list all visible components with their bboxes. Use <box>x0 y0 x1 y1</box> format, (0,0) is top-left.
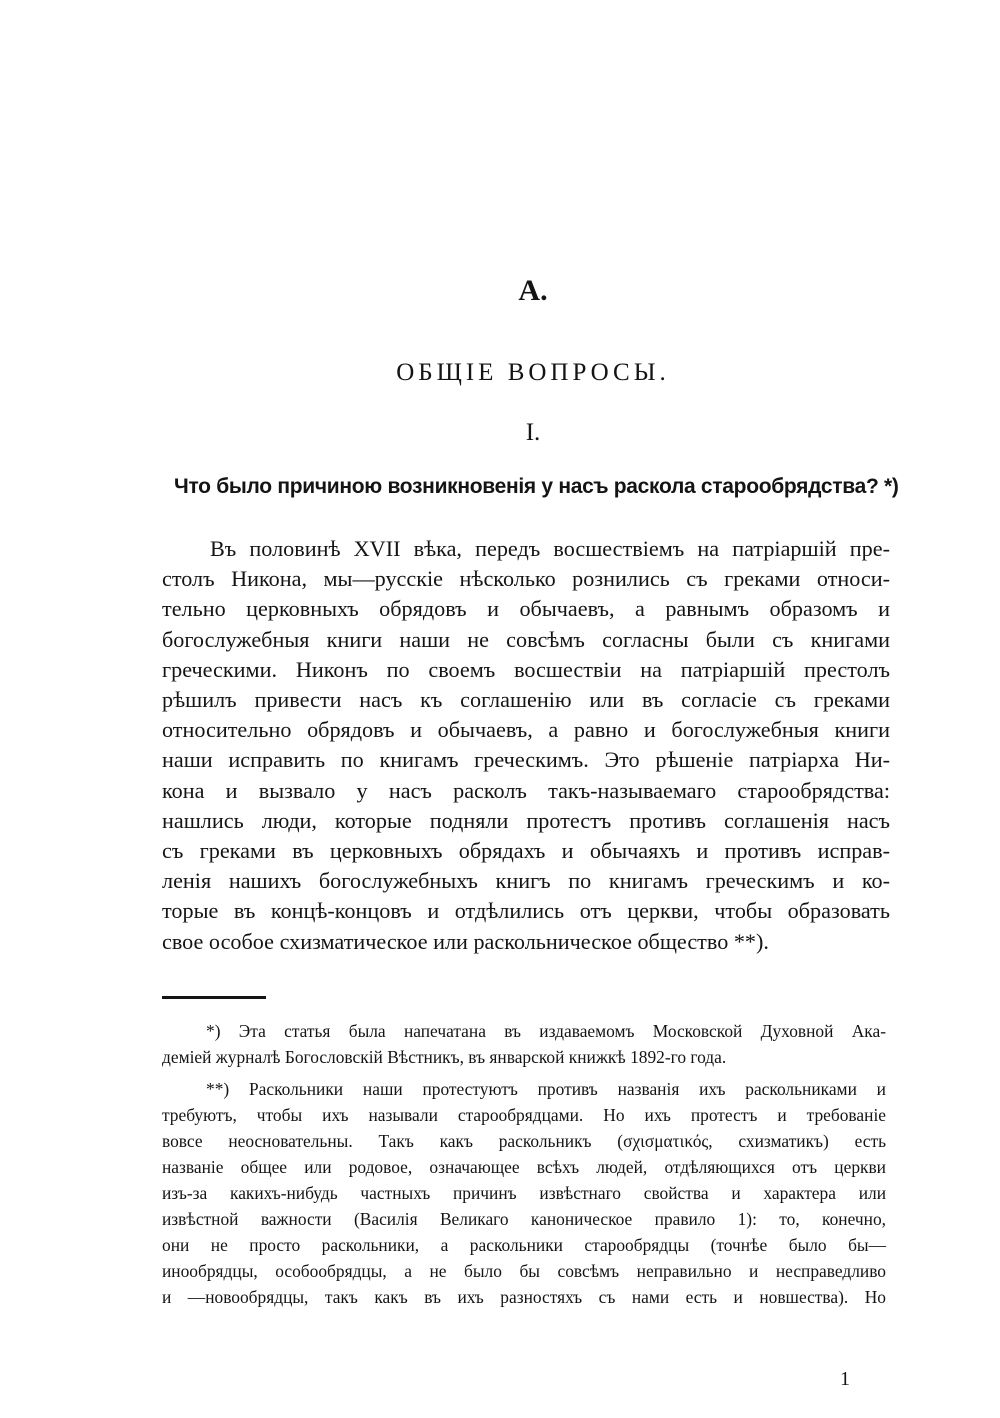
body-line: греческими. Никонъ по своемъ восшествіи на патріаршій престолъ <box>162 656 890 682</box>
body-line: Въ половинѣ XVII вѣка, передъ восшествіемъ на патріаршій пре- <box>210 536 890 561</box>
footnote-line: *) Эта статья была напечатана въ издаваемомъ Московской Духовной Ака- <box>206 1021 886 1041</box>
footnote-line: извѣстной важности (Василія Великаго каноническое правило 1): то, конечно, <box>162 1209 886 1229</box>
body-line: рѣшилъ привести насъ къ соглашенію или въ согласіе съ греками <box>162 687 890 713</box>
footnote-line: вовсе неосновательны. Такъ какъ раскольникъ (σχισματικός, схизматикъ) есть <box>162 1131 886 1151</box>
body-line: тельно церковныхъ обрядовъ и обычаевъ, а равнымъ образомъ и <box>162 596 890 622</box>
page-number: 1 <box>840 1368 850 1390</box>
footnote-line: инообрядцы, особообрядцы, а не было бы совсѣмъ неправильно и несправедливо <box>162 1261 886 1281</box>
body-paragraph <box>162 534 890 957</box>
section-letter: А. <box>518 274 548 307</box>
body-line: наши исправить по книгамъ греческимъ. Это рѣшеніе патріарха Ни- <box>162 747 890 773</box>
section-title: ОБЩІЕ ВОПРОСЫ. <box>396 359 670 386</box>
footnote-line: они не просто раскольники, а раскольники старообрядцы (точнѣе было бы— <box>162 1235 886 1255</box>
footnote-line: названіе общее или родовое, означающее всѣхъ людей, отдѣляющихся отъ церкви <box>162 1157 886 1177</box>
body-line: кона и вызвало у насъ расколъ такъ-называемаго старообрядства: <box>162 777 890 803</box>
footnote-1 <box>162 1018 886 1070</box>
footnote-line: **) Раскольники наши протестуютъ противъ названія ихъ раскольниками и <box>206 1079 886 1099</box>
body-line: столъ Никона, мы—русскіе нѣсколько рознились съ греками относи- <box>162 566 890 592</box>
body-line: торые въ концѣ-концовъ и отдѣлились отъ церкви, чтобы образовать <box>162 898 890 924</box>
footnote-separator-rule <box>162 996 266 999</box>
footnote-line: требуютъ, чтобы ихъ называли старообрядцами. Но ихъ протестъ и требованіе <box>162 1105 886 1125</box>
body-line: относительно обрядовъ и обычаевъ, а равно и богослужебныя книги <box>162 717 890 743</box>
footnote-line: изъ-за какихъ-нибудь частныхъ причинъ извѣстнаго свойства и характера или <box>162 1183 886 1203</box>
body-line: съ греками въ церковныхъ обрядахъ и обычаяхъ и противъ исправ- <box>162 838 890 864</box>
body-line: свое особое схизматическое или раскольническое общество **). <box>162 928 769 954</box>
body-line: ленія нашихъ богослужебныхъ книгъ по книгамъ греческимъ и ко- <box>162 868 890 894</box>
footnote-line: и —новообрядцы, такъ какъ въ ихъ разностяхъ съ нами есть и новшества). Но <box>162 1287 886 1307</box>
chapter-number: I. <box>525 419 541 446</box>
footnotes <box>162 1018 886 1310</box>
chapter-question-heading: Что было причиною возникновенія у насъ раскола старообрядства? *) <box>174 475 899 498</box>
body-line: нашлись люди, которые подняли протестъ противъ соглашенія насъ <box>162 807 890 833</box>
footnote-line: деміей журналѣ Богословскій Вѣстникъ, въ январской книжкѣ 1892-го года. <box>162 1047 727 1067</box>
footnote-2 <box>162 1076 886 1310</box>
body-line: богослужебныя книги наши не совсѣмъ согласны были съ книгами <box>162 626 890 652</box>
